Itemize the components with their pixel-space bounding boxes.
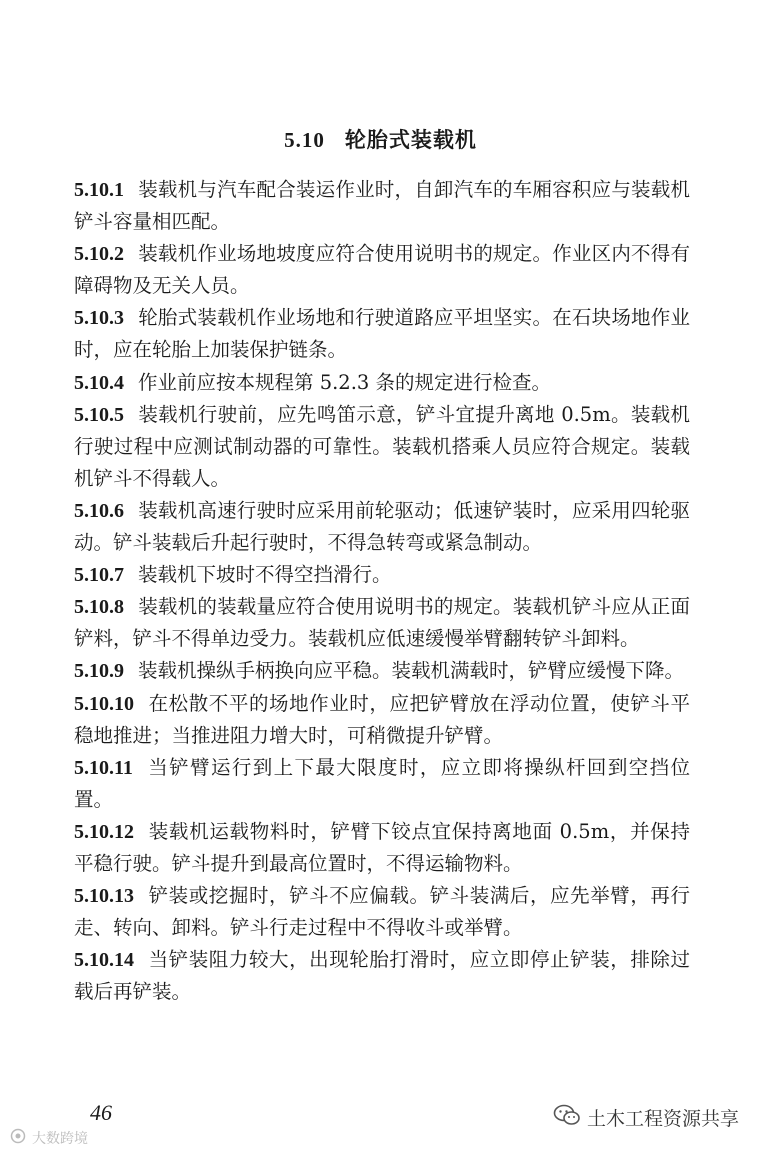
clause-5-10-4 [74, 367, 690, 399]
clause-text: 装载机的装载量应符合使用说明书的规定。装载机铲斗应从正面铲料，铲斗不得单边受力。装载机应低速缓慢举臂翻转铲斗卸料。 [74, 595, 690, 651]
clause-5-10-6 [74, 495, 690, 559]
clause-list [74, 174, 690, 1008]
page-number: 46 [90, 1100, 112, 1125]
watermark-source [8, 1128, 88, 1148]
clause-text: 装载机下坡时不得空挡滑行。 [138, 563, 392, 587]
clause-number: 5.10.3 [74, 307, 124, 330]
clause-5-10-9 [74, 655, 690, 687]
clause-text: 装载机高速行驶时应采用前轮驱动；低速铲装时，应采用四轮驱动。铲斗装载后升起行驶时，不得急转弯或紧急制动。 [74, 498, 690, 555]
clause-text: 铲装或挖掘时，铲斗不应偏载。铲斗装满后，应先举臂，再行走、转向、卸料。铲斗行走过程中不得收斗或举臂。 [74, 884, 690, 940]
clause-text: 装载机运载物料时，铲臂下铰点宜保持离地面 0.5m，并保持平稳行驶。铲斗提升到最高位置时，不得运输物料。 [74, 819, 690, 875]
clause-text: 作业前应按本规程第 5.2.3 条的规定进行检查。 [138, 370, 552, 394]
clause-number: 5.10.7 [74, 564, 124, 587]
clause-text: 轮胎式装载机作业场地和行驶道路应平坦坚实。在石块场地作业时，应在轮胎上加装保护链条。 [74, 306, 690, 362]
section-number: 5.10 [284, 128, 325, 152]
clause-text: 在松散不平的场地作业时，应把铲臂放在浮动位置，使铲斗平稳地推进；当推进阻力增大时，可稍微提升铲臂。 [74, 691, 690, 747]
clause-5-10-14 [74, 944, 690, 1008]
clause-5-10-5 [74, 399, 690, 495]
clause-number: 5.10.1 [74, 179, 124, 201]
clause-number: 5.10.11 [74, 756, 133, 779]
clause-number: 5.10.10 [74, 692, 134, 715]
watermark-account [553, 1103, 739, 1132]
clause-text: 当铲臂运行到上下最大限度时，应立即将操纵杆回到空挡位置。 [74, 755, 690, 811]
clause-number: 5.10.2 [74, 243, 124, 266]
clause-text: 装载机作业场地坡度应符合使用说明书的规定。作业区内不得有障碍物及无关人员。 [74, 242, 690, 298]
clause-text: 装载机操纵手柄换向应平稳。装载机满载时，铲臂应缓慢下降。 [138, 659, 685, 683]
clause-5-10-13 [74, 880, 690, 944]
clause-number: 5.10.4 [74, 371, 124, 394]
watermark-source-text: 大数跨境 [32, 1131, 88, 1147]
camera-icon [8, 1128, 28, 1148]
clause-number: 5.10.12 [74, 820, 134, 843]
clause-5-10-7 [74, 559, 690, 591]
watermark-account-text: 土木工程资源共享 [586, 1108, 739, 1130]
clause-number: 5.10.13 [74, 885, 134, 908]
clause-text: 装载机与汽车配合装运作业时，自卸汽车的车厢容积应与装载机铲斗容量相匹配。 [74, 178, 690, 234]
clause-number: 5.10.14 [74, 949, 134, 972]
section-title-text: 轮胎式装载机 [344, 128, 477, 152]
clause-5-10-2 [74, 238, 690, 302]
section-title [0, 124, 761, 154]
clause-number: 5.10.6 [74, 499, 124, 522]
clause-5-10-3 [74, 302, 690, 366]
clause-5-10-10 [74, 688, 690, 752]
clause-number: 5.10.8 [74, 596, 124, 619]
clause-text: 装载机行驶前，应先鸣笛示意，铲斗宜提升离地 0.5m。装载机行驶过程中应测试制动器的可靠性。装载机搭乘人员应符合规定。装载机铲斗不得载人。 [74, 402, 690, 490]
clause-number: 5.10.9 [74, 660, 124, 683]
clause-5-10-11 [74, 752, 690, 816]
clause-5-10-8 [74, 591, 690, 655]
clause-5-10-1 [74, 174, 690, 238]
wechat-icon [553, 1103, 581, 1132]
clause-number: 5.10.5 [74, 403, 124, 426]
clause-text: 当铲装阻力较大，出现轮胎打滑时，应立即停止铲装，排除过载后再铲装。 [74, 948, 690, 1004]
clause-5-10-12 [74, 816, 690, 880]
